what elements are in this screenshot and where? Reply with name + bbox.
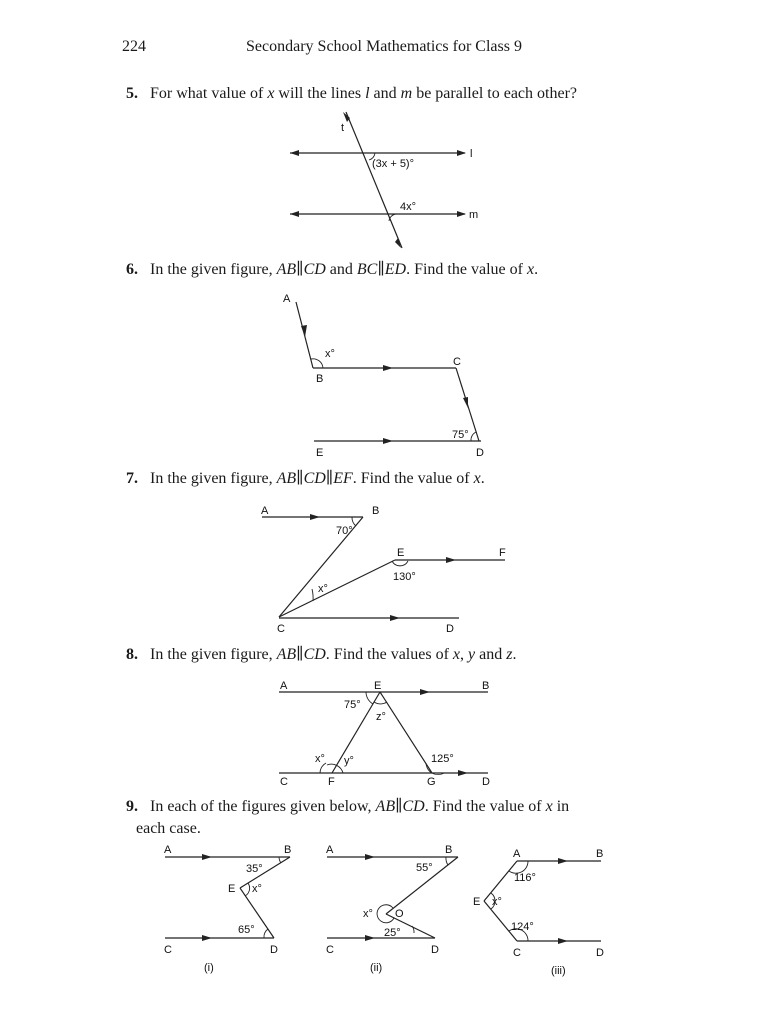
angle-arc — [471, 432, 476, 441]
angle-label: 65° — [238, 924, 255, 936]
point-d: D — [482, 776, 490, 788]
angle-label: x° — [318, 583, 328, 595]
label-t: t — [341, 122, 345, 134]
segment-ae — [484, 861, 517, 901]
angle-arc — [374, 702, 387, 704]
segment-ce — [279, 560, 395, 617]
point-d: D — [476, 447, 484, 459]
point-d: D — [270, 944, 278, 956]
angle-label: x° — [492, 896, 502, 908]
point-a: A — [326, 844, 334, 856]
angle-arc — [366, 692, 373, 704]
point-a: A — [280, 680, 288, 692]
point-c: C — [326, 944, 334, 956]
point-f: F — [499, 547, 506, 559]
question-number: 6. — [126, 261, 138, 278]
point-d: D — [596, 947, 604, 959]
point-e: E — [228, 883, 236, 895]
angle-label: 75° — [452, 429, 469, 441]
angle-label: 4x° — [400, 201, 417, 213]
point-a: A — [513, 848, 521, 860]
angle-arc — [279, 857, 281, 863]
point-b: B — [445, 844, 453, 856]
point-o: O — [395, 908, 404, 920]
figure-caption: (iii) — [551, 965, 566, 977]
question-text: In each of the figures given below, AB∥CD. Find the value of x in — [150, 798, 570, 815]
question-text: In the given figure, AB∥CD and BC∥ED. Find the value of x. — [150, 261, 539, 278]
point-c: C — [277, 623, 285, 635]
point-a: A — [283, 293, 291, 305]
angle-label: 70° — [336, 525, 353, 537]
point-e: E — [374, 680, 382, 692]
book-title: Secondary School Mathematics for Class 9 — [246, 38, 522, 55]
figure-9-ii — [326, 844, 458, 974]
point-b: B — [316, 373, 324, 385]
angle-label: x° — [252, 883, 262, 895]
angle-arc — [392, 561, 408, 566]
page-number: 224 — [122, 38, 146, 55]
point-c: C — [280, 776, 288, 788]
figure-caption: (i) — [204, 962, 214, 974]
point-d: D — [431, 944, 439, 956]
angle-label: 116° — [514, 872, 536, 884]
angle-label: 130° — [393, 571, 416, 583]
point-e: E — [397, 547, 405, 559]
angle-label: 55° — [416, 862, 433, 874]
label-m: m — [469, 209, 479, 221]
point-b: B — [372, 505, 380, 517]
point-a: A — [164, 844, 172, 856]
question-number: 7. — [126, 470, 138, 487]
angle-label: y° — [344, 755, 354, 767]
question-text: In the given figure, AB∥CD. Find the values of x, y and z. — [150, 646, 517, 663]
question-number: 5. — [126, 85, 138, 102]
angle-label: 25° — [384, 927, 401, 939]
label-l: l — [470, 148, 473, 160]
point-b: B — [482, 680, 490, 692]
point-f: F — [328, 776, 335, 788]
question-number: 9. — [126, 798, 138, 815]
angle-label: x° — [325, 348, 335, 360]
angle-label: z° — [376, 711, 386, 723]
angle-label: x° — [363, 908, 373, 920]
point-c: C — [453, 356, 461, 368]
point-c: C — [513, 947, 521, 959]
angle-label: x° — [315, 753, 325, 765]
point-g: G — [427, 776, 436, 788]
point-a: A — [261, 505, 269, 517]
question-number: 8. — [126, 646, 138, 663]
angle-label: 75° — [344, 699, 361, 711]
point-b: B — [596, 848, 604, 860]
angle-arc — [312, 589, 313, 601]
point-b: B — [284, 844, 292, 856]
figure-caption: (ii) — [370, 962, 383, 974]
angle-label: 124° — [511, 921, 534, 933]
angle-arc — [264, 929, 268, 938]
point-e: E — [473, 896, 481, 908]
point-e: E — [316, 447, 324, 459]
question-text-line2: each case. — [136, 820, 201, 837]
figure-6 — [283, 293, 484, 459]
figure-9-iii — [473, 848, 604, 977]
figure-5 — [290, 112, 478, 248]
figure-9-i — [164, 844, 291, 974]
point-d: D — [446, 623, 454, 635]
figure-7 — [261, 505, 506, 635]
transversal-t — [346, 112, 402, 248]
angle-label: (3x + 5)° — [372, 158, 414, 170]
angle-arc — [446, 857, 448, 865]
figure-8 — [279, 680, 490, 788]
question-text: For what value of x will the lines l and m be parallel to each other? — [150, 85, 577, 102]
angle-label: 125° — [431, 753, 454, 765]
segment-eg — [380, 692, 432, 773]
point-c: C — [164, 944, 172, 956]
angle-arc — [377, 905, 394, 923]
question-text: In the given figure, AB∥CD∥EF. Find the value of x. — [150, 470, 485, 487]
angle-label: 35° — [246, 863, 263, 875]
